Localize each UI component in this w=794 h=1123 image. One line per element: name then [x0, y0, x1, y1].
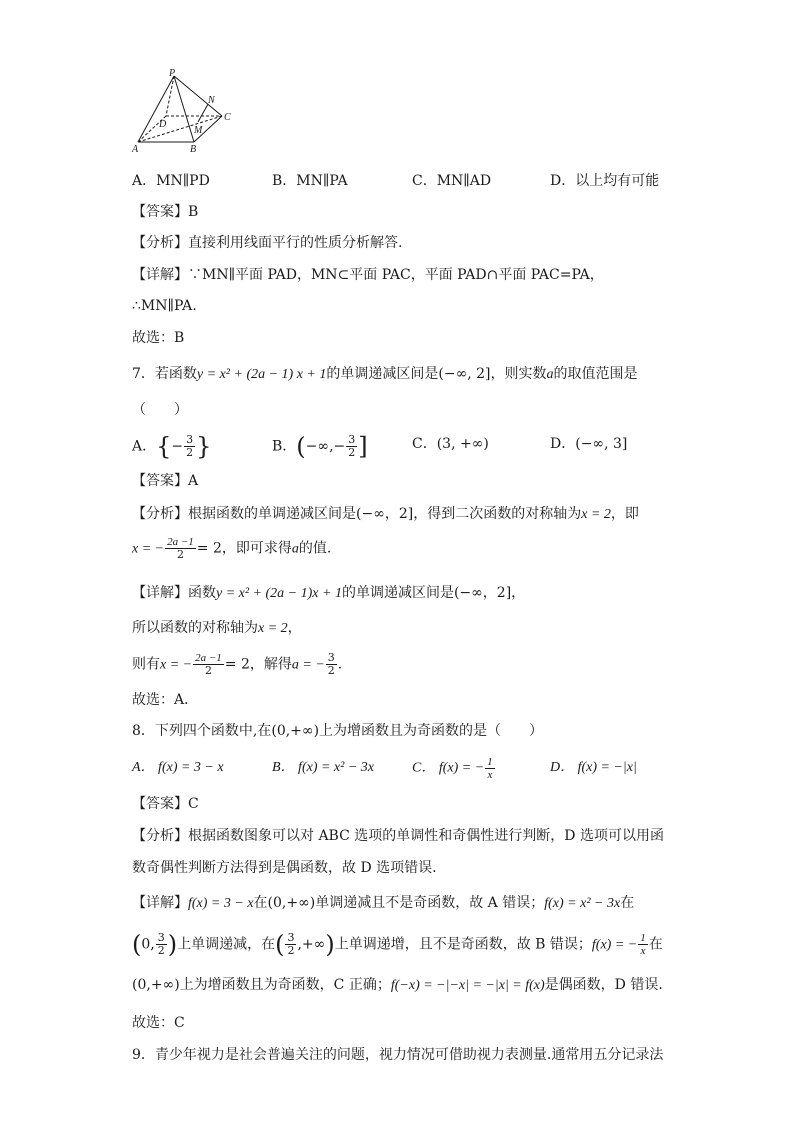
q8-detail-2: (0, $\frac{3}{2}$ )上单调递减，在( $\frac{3}{2}$ ,+∞)上单调递增，且不是奇函数，故 B 错误；f(x) = − $\frac{1}{x}$ 在 — [132, 930, 663, 959]
label-n: N — [208, 95, 215, 106]
q8-option-d: D． f(x) = −|x| — [550, 760, 637, 775]
label-d: D — [159, 119, 167, 130]
q8-option-c: C． f(x) = − $\frac{1}{x}$ — [412, 756, 493, 781]
q8-choice: 故选：C — [132, 1015, 185, 1031]
q8-option-b: B． f(x) = x² − 3x — [272, 760, 374, 775]
q8-stem: 8．下列四个函数中,在(0,+∞)上为增函数且为奇函数的是（ ） — [132, 723, 544, 739]
q7-detail-1: 【详解】函数y = x² + (2a − 1)x + 1的单调递减区间是(−∞，2]， — [132, 585, 526, 601]
q7-detail-2: 所以函数的对称轴为x = 2， — [132, 620, 302, 636]
q7-option-b: B．(−∞,− $\frac{3}{2}$ ] — [272, 432, 368, 461]
q6-detail-1: 【详解】∵MN∥平面 PAD，MN⊂平面 PAC，平面 PAD∩平面 PAC=PA， — [132, 267, 604, 283]
q7-stem: 7．若函数y = x² + (2a − 1) x + 1的单调递减区间是(−∞, 2]，则实数a的取值范围是 — [132, 366, 638, 382]
q8-detail-1: 【详解】f(x) = 3 − x在(0,+∞)单调递减且不是奇函数，故 A 错误；f(x) = x² − 3x在 — [132, 895, 635, 911]
q6-choice: 故选：B — [132, 330, 185, 346]
label-c: C — [224, 112, 231, 123]
q7-paren: （ ） — [132, 402, 188, 418]
q8-detail-3: (0,+∞)上为增函数且为奇函数，C 正确；f(−x) = −|−x| = −|x| = f(x)是偶函数，D 错误. — [132, 977, 663, 993]
q7-option-c: C．(3, +∞) — [412, 436, 489, 452]
label-m: M — [194, 125, 203, 136]
q6-option-a: A．MN∥PD — [132, 173, 210, 189]
q7-option-d: D．(−∞, 3] — [550, 436, 628, 452]
q6-option-d: D．以上均有可能 — [550, 173, 660, 189]
q7-analysis-2: x = − $\frac{2a -1}{2}$ = 2，即可求得a的值. — [132, 536, 332, 561]
q8-analysis-1: 【分析】根据函数图象可以对 ABC 选项的单调性和奇偶性进行判断，D 选项可以用函 — [132, 828, 664, 844]
q7-option-a: A．{− $\frac{3}{2}$ } — [132, 432, 212, 461]
q6-detail-2: ∴MN∥PA. — [132, 298, 197, 314]
q7-answer: 【答案】A — [132, 473, 199, 489]
q8-analysis-2: 数奇偶性判断方法得到是偶函数，故 D 选项错误. — [132, 860, 437, 876]
q8-answer: 【答案】C — [132, 796, 199, 812]
label-a: A — [132, 144, 139, 155]
q9-stem: 9．青少年视力是社会普遍关注的问题，视力情况可借助视力表测量.通常用五分记录法 — [132, 1047, 664, 1063]
label-p: P — [169, 68, 176, 79]
pyramid-figure — [128, 66, 238, 158]
q7-choice: 故选：A． — [132, 692, 199, 708]
q6-analysis: 【分析】直接利用线面平行的性质分析解答. — [132, 235, 403, 251]
q6-answer: 【答案】B — [132, 204, 199, 220]
q8-option-a: A． f(x) = 3 − x — [132, 760, 224, 775]
label-b: B — [190, 144, 197, 155]
q7-detail-3: 则有x = − $\frac{2a -1}{2}$ = 2，解得a = − $\frac{3}{2}$ . — [132, 651, 343, 677]
q6-option-b: B．MN∥PA — [272, 173, 348, 189]
q6-option-c: C．MN∥AD — [412, 173, 492, 189]
q7-analysis-1: 【分析】根据函数的单调递减区间是(−∞，2]，得到二次函数的对称轴为x = 2，即 — [132, 506, 639, 522]
